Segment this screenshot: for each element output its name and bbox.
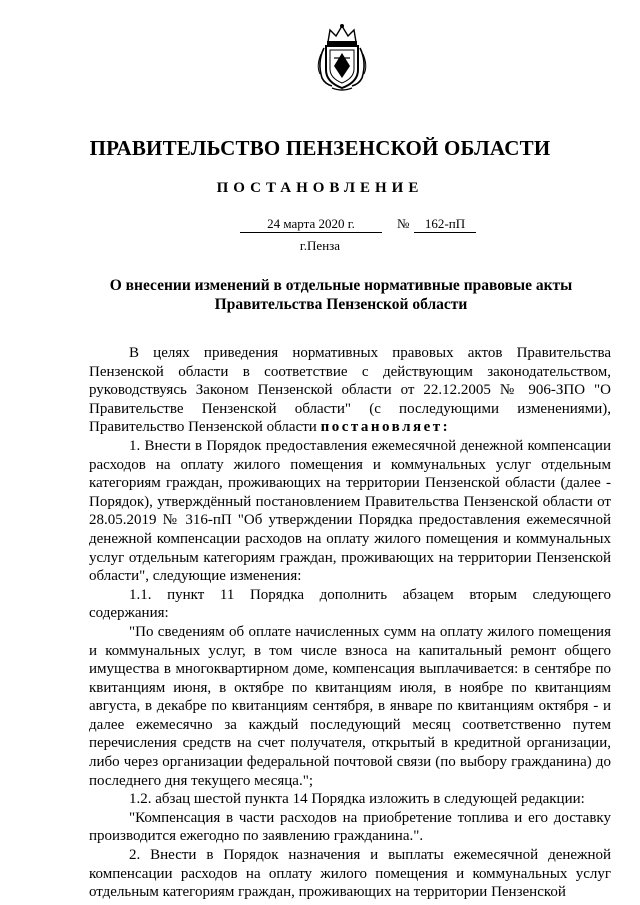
subject-line-1: О внесении изменений в отдельные нормативные правовые акты	[109, 277, 573, 294]
paragraph-2: 2. Внести в Порядок назначения и выплаты ежемесячной денежной компенсации расходов на оплату жилого помещения и коммунальных услуг отдельным категориям граждан, проживающих на территории Пензенской	[89, 847, 611, 901]
resolves-text: постановляет:	[320, 419, 451, 436]
intro-text: В целях приведения нормативных правовых актов Правительства Пензенской области в соответствие с действующим законодательством, руководствуясь Законом Пензенской области от 22.12.2005 № 906-ЗПО "О Правительстве Пензенской области" (с последующими изменениями), Правительство Пензенской области	[89, 345, 611, 436]
document-type: ПОСТАНОВЛЕНИЕ	[216, 180, 424, 196]
document-date: 24 марта 2020 г.	[240, 216, 382, 233]
paragraph-1-1: 1.1. пункт 11 Порядка дополнить абзацем вторым следующего содержания:	[89, 586, 611, 622]
intro-paragraph	[89, 344, 611, 437]
government-title: ПРАВИТЕЛЬСТВО ПЕНЗЕНСКОЙ ОБЛАСТИ	[89, 136, 551, 160]
quote-2: "Компенсация в части расходов на приобретение топлива и его доставку производится ежегодно по заявлению гражданина.".	[89, 809, 611, 845]
document-body	[89, 344, 611, 902]
paragraph-1-2: 1.2. абзац шестой пункта 14 Порядка изложить в следующей редакции:	[129, 791, 585, 808]
paragraph-1: 1. Внести в Порядок предоставления ежемесячной денежной компенсации расходов на оплату жилого помещения и коммунальных услуг отдельным категориям граждан, проживающих на территории Пензенской области (далее - Порядок), утверждённый постановлением Правительства Пензенской области от 28.05.2019 № 316-пП "Об утверждении Порядка предоставления ежемесячной денежной компенсации расходов на оплату жилого помещения и коммунальных услуг отдельным категориям граждан, проживающих на территории Пензенской области", следующие изменения:	[89, 437, 611, 585]
quote-1: "По сведениям об оплате начисленных сумм на оплату жилого помещения и коммунальных услуг, в том числе взноса на капитальный ремонт общего имущества в многоквартирном доме, компенсация выплачивается: в сентябре по квитанциям июня, в октябре по квитанциям июля, в ноябре по квитанциям августа, в декабре по квитанциям сентября, в январе по квитанциям октября - и далее ежемесячно за каждый последующий месяц соответственно путем перечисления средств на счет получателя, открытый в кредитной организации, либо через организации федеральной почтовой связи (по выбору гражданина) до последнего дня текущего месяца.";	[89, 623, 611, 789]
subject-line-2: Правительства Пензенской области	[214, 296, 468, 313]
document-number: 162-пП	[414, 216, 476, 233]
city: г.Пенза	[299, 238, 341, 253]
coat-of-arms-emblem	[314, 22, 370, 92]
document-subject	[100, 276, 582, 314]
number-label: №	[397, 216, 410, 231]
